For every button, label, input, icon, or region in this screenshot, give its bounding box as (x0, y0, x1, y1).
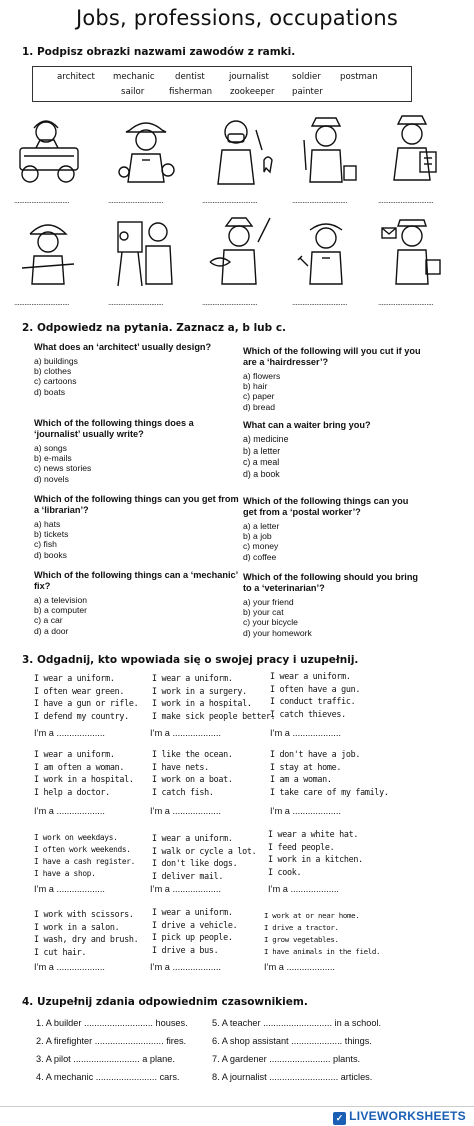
answer-blank-10[interactable]: ................................ (378, 298, 434, 307)
answer-blank-3[interactable]: ................................ (202, 196, 258, 205)
clue-line: I take care of my family. (270, 786, 389, 797)
journalist-picture (380, 110, 448, 188)
option[interactable]: a) flowers (243, 371, 281, 381)
clue-line: I work at or near home. (264, 911, 360, 920)
clue-line: I stay at home. (270, 761, 342, 772)
clue-line: I work in a surgery. (152, 685, 247, 696)
question-text: Which of the following things can you get from a ‘postal worker’? (243, 496, 409, 517)
clue-line: I have a gun or rifle. (34, 698, 139, 708)
option[interactable]: d) novels (34, 473, 69, 484)
clue-line: I wear a uniform. (152, 673, 233, 683)
clue-line: I catch thieves. (270, 708, 346, 719)
question-text: Which of the following should you bring to a ‘veterinarian’? (243, 572, 419, 593)
option[interactable]: c) your bicycle (243, 617, 298, 628)
question-mechanic (34, 570, 239, 636)
question-text: Which of the following things does a ‘journalist’ usually write? (34, 418, 194, 439)
clue-line: I pick up people. (152, 932, 233, 942)
answer-blank-1[interactable]: ................................ (14, 196, 70, 205)
question-text: Which of the following things can a ‘mechanic’ fix? (34, 570, 238, 591)
clue-line: I wear a white hat. (268, 829, 359, 839)
answer-blank-2[interactable]: ................................ (108, 196, 164, 205)
question-journalist (34, 418, 239, 484)
clue-line: I work in a hospital. (34, 774, 134, 784)
clue-group-8 (152, 832, 256, 882)
section4-heading: 4. Uzupełnij zdania odpowiednim czasownikiem. (22, 996, 308, 1008)
clue-line: I drive a vehicle. (152, 919, 238, 930)
sentence-7[interactable]: 7. A gardener ........................ plants. (212, 1054, 361, 1064)
clue-line: I wear a uniform. (34, 749, 115, 759)
clue-line: I work in a hospital. (152, 698, 252, 708)
option[interactable]: b) hair (243, 381, 268, 392)
clue-line: I feed people. (268, 841, 335, 852)
option[interactable]: b) clothes (34, 366, 72, 377)
clue-group-6 (270, 748, 389, 798)
clue-line: I work in a kitchen. (268, 854, 363, 864)
answer-field-4[interactable]: I’m a ................... (34, 806, 105, 816)
soldier-jeep-picture (14, 110, 82, 188)
option[interactable]: c) cartoons (34, 376, 77, 387)
answer-blank-7[interactable]: ................................ (108, 298, 164, 307)
soldier-picture (14, 212, 82, 290)
sentence-8[interactable]: 8. A journalist ........................... articles. (212, 1072, 373, 1082)
clue-group-11 (152, 906, 237, 956)
word-postman: postman (340, 72, 378, 82)
question-librarian (34, 494, 239, 560)
answer-field-2[interactable]: I’m a ................... (150, 728, 221, 738)
option[interactable]: d) bread (243, 401, 276, 412)
clue-line: I often have a gun. (270, 683, 361, 694)
section3-heading: 3. Odgadnij, kto wpowiada się o swojej pracy i uzupełnij. (22, 654, 359, 666)
answer-field-11[interactable]: I’m a ................... (150, 962, 221, 972)
option[interactable]: b) tickets (34, 529, 69, 540)
option[interactable]: c) a meal (243, 457, 280, 468)
question-text: What does an ‘architect’ usually design? (34, 342, 212, 352)
clue-line: I work with scissors. (34, 909, 134, 919)
answer-field-3[interactable]: I’m a ................... (270, 728, 341, 738)
option[interactable]: d) your homework (243, 627, 312, 638)
clue-line: I am a woman. (270, 774, 332, 784)
answer-blank-6[interactable]: ................................ (14, 298, 70, 307)
word-zookeeper: zookeeper (230, 87, 275, 97)
footer-divider (0, 1106, 474, 1107)
option[interactable]: b) e-mails (34, 453, 72, 464)
option[interactable]: c) a car (34, 615, 63, 626)
option[interactable]: b) a letter (243, 445, 281, 456)
question-veterinarian (243, 572, 423, 638)
word-dentist: dentist (175, 72, 205, 82)
painter-picture (292, 110, 360, 188)
sentence-6[interactable]: 6. A shop assistant .................... things. (212, 1036, 372, 1046)
postman-picture (378, 212, 446, 290)
painter-easel-picture (112, 212, 180, 290)
option[interactable]: a) songs (34, 443, 67, 453)
word-soldier: soldier (292, 72, 321, 82)
sentence-3[interactable]: 3. A pilot .......................... a plane. (36, 1054, 175, 1064)
clue-line: I help a doctor. (34, 786, 110, 797)
option[interactable]: d) books (34, 549, 67, 560)
question-text: What can a waiter bring you? (243, 420, 371, 430)
option[interactable]: b) a job (243, 531, 272, 542)
word-mechanic: mechanic (113, 72, 155, 82)
question-architect (34, 342, 239, 397)
clue-line: I am often a woman. (34, 761, 125, 772)
answer-blank-4[interactable]: ................................ (292, 196, 348, 205)
clue-line: I have nets. (152, 761, 209, 772)
answer-blank-9[interactable]: ................................ (292, 298, 348, 307)
word-architect: architect (57, 72, 95, 82)
option[interactable]: a) a television (34, 595, 88, 605)
clue-line: I have a shop. (34, 869, 96, 878)
option[interactable]: c) money (243, 541, 279, 552)
clue-line: I often work weekends. (34, 845, 131, 854)
clue-line: I work in a salon. (34, 921, 120, 932)
clue-line: I don't have a job. (270, 749, 361, 759)
clue-line: I make sick people better. (152, 710, 276, 721)
clue-line: I work on weekdays. (34, 833, 118, 842)
clue-group-7 (34, 832, 135, 880)
sentence-4[interactable]: 4. A mechanic ........................ cars. (36, 1072, 180, 1082)
option[interactable]: d) a book (243, 468, 280, 479)
clue-line: I wear a uniform. (34, 673, 115, 683)
option[interactable]: a) your friend (243, 597, 294, 607)
answer-field-1[interactable]: I’m a ................... (34, 728, 105, 738)
option[interactable]: b) your cat (243, 607, 284, 618)
word-sailor: sailor (121, 87, 145, 97)
clue-line: I defend my country. (34, 710, 129, 721)
clue-line: I wear a uniform. (270, 671, 351, 681)
clue-line: I cook. (268, 866, 302, 877)
option[interactable]: c) fish (34, 539, 57, 550)
answer-field-9[interactable]: I’m a ................... (268, 884, 339, 894)
fisherman-picture (206, 212, 274, 290)
word-fisherman: fisherman (169, 87, 213, 97)
logo-text: LIVEWORKSHEETS (349, 1109, 466, 1123)
clue-group-5 (152, 748, 233, 798)
clue-group-9 (268, 828, 363, 878)
answer-field-10[interactable]: I’m a ................... (34, 962, 105, 972)
option[interactable]: a) medicine (243, 434, 289, 444)
clue-line: I wear a uniform. (152, 907, 233, 917)
option[interactable]: d) a door (34, 625, 69, 636)
sentence-5[interactable]: 5. A teacher ........................... in a school. (212, 1018, 382, 1028)
clue-line: I drive a bus. (152, 944, 219, 955)
clue-group-4 (34, 748, 134, 798)
clue-line: I deliver mail. (152, 870, 224, 881)
option[interactable]: d) coffee (243, 551, 277, 562)
answer-field-6[interactable]: I’m a ................... (270, 806, 341, 816)
clue-group-3 (270, 670, 360, 720)
mechanic-picture (292, 212, 360, 290)
answer-blank-8[interactable]: ................................ (202, 298, 258, 307)
clue-line: I have a cash register. (34, 857, 136, 866)
clue-line: I have animals in the field. (264, 947, 381, 956)
clue-line: I like the ocean. (152, 749, 233, 759)
option[interactable]: a) buildings (34, 356, 78, 366)
option[interactable]: b) a computer (34, 605, 88, 616)
option[interactable]: d) boats (34, 386, 66, 397)
clue-line: I drive a tractor. (264, 923, 339, 932)
clue-line: I often wear green. (34, 685, 125, 696)
word-box (32, 66, 412, 102)
clue-group-10 (34, 908, 138, 958)
sentence-1[interactable]: 1. A builder ........................... houses. (36, 1018, 188, 1028)
section2-heading: 2. Odpowiedz na pytania. Zaznacz a, b lub c. (22, 322, 287, 334)
clue-line: I don't like dogs. (152, 858, 238, 868)
question-waiter (243, 420, 423, 480)
clue-line: I wash, dry and brush. (34, 934, 139, 944)
clue-group-1 (34, 672, 138, 722)
page-title: Jobs, professions, occupations (75, 6, 399, 30)
clue-line: I walk or cycle a lot. (152, 845, 257, 856)
dentist-picture (206, 110, 274, 188)
answer-field-8[interactable]: I’m a ................... (150, 884, 221, 894)
clue-line: I wear a uniform. (152, 833, 233, 843)
clue-line: I catch fish. (152, 786, 214, 797)
option[interactable]: c) news stories (34, 463, 92, 474)
zookeeper-picture (112, 110, 180, 188)
section1-heading: 1. Podpisz obrazki nazwami zawodów z ramki. (22, 46, 296, 58)
question-hairdresser (243, 346, 423, 412)
clue-line: I cut hair. (34, 946, 87, 957)
clue-group-12 (264, 910, 380, 958)
clue-line: I work on a boat. (152, 774, 233, 784)
word-journalist: journalist (229, 72, 269, 82)
option[interactable]: a) a letter (243, 521, 280, 531)
answer-field-7[interactable]: I’m a ................... (34, 884, 105, 894)
question-text: Which of the following will you cut if you are a ‘hairdresser’? (243, 346, 421, 367)
sentence-2[interactable]: 2. A firefighter ........................... fires. (36, 1036, 187, 1046)
answer-field-5[interactable]: I’m a ................... (150, 806, 221, 816)
option[interactable]: c) paper (243, 391, 275, 402)
question-postal-worker (243, 496, 423, 562)
clue-line: I conduct traffic. (270, 696, 356, 706)
liveworksheets-icon: ✓ (333, 1112, 346, 1125)
clue-line: I grow vegetables. (264, 935, 339, 944)
answer-blank-5[interactable]: ................................ (378, 196, 434, 205)
question-text: Which of the following things can you get from a ‘librarian’? (34, 494, 239, 515)
clue-group-2 (152, 672, 275, 722)
answer-field-12[interactable]: I’m a ................... (264, 962, 335, 972)
option[interactable]: a) hats (34, 519, 61, 529)
liveworksheets-logo[interactable] (333, 1109, 466, 1125)
word-painter: painter (292, 87, 323, 97)
